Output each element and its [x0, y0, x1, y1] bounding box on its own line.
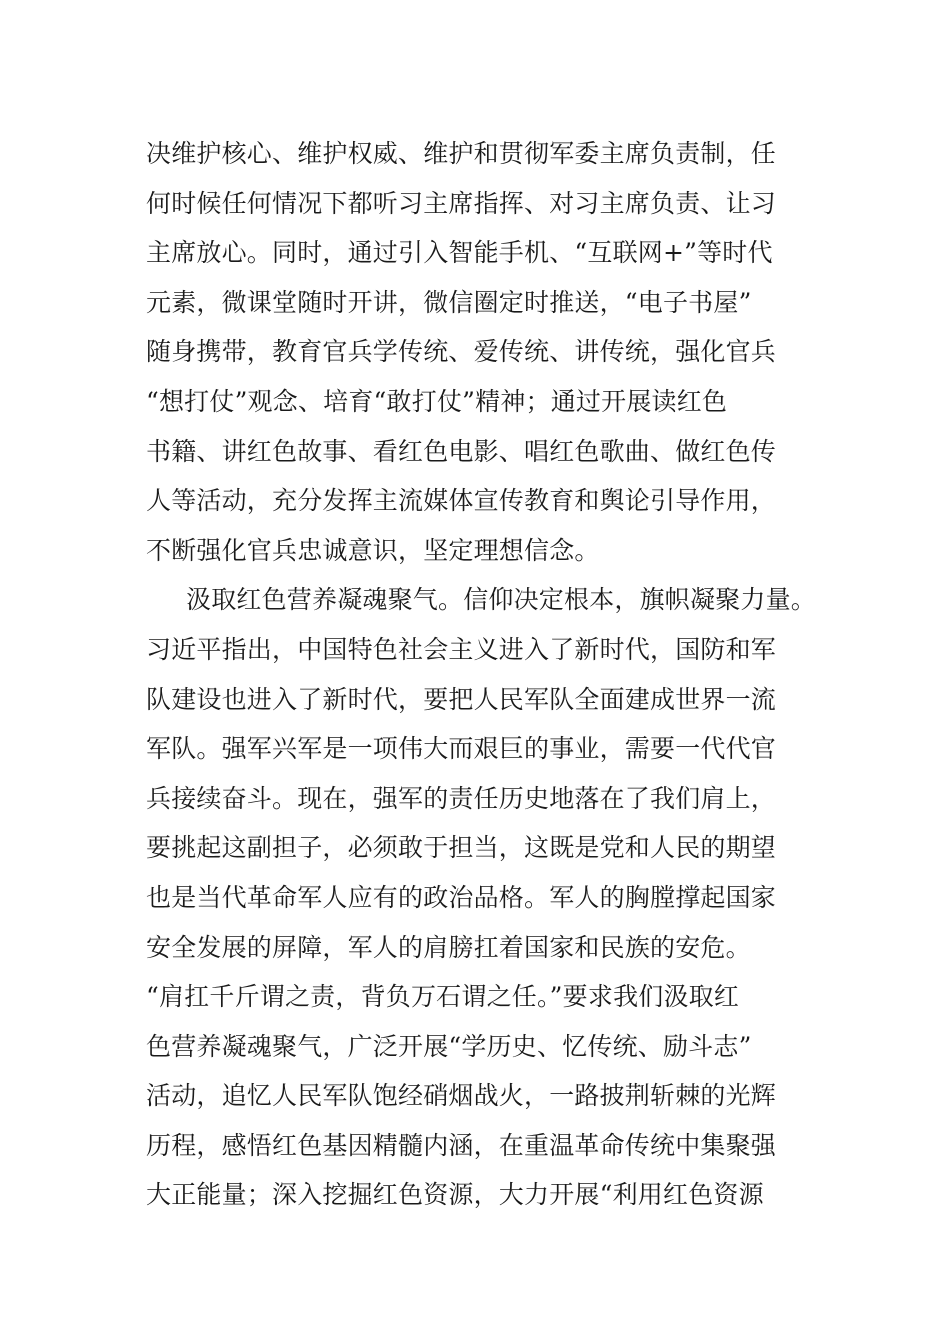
paragraph-line: 要挑起这副担子，必须敢于担当，这既是党和人民的期望: [146, 833, 777, 863]
document-body: [146, 129, 846, 1220]
paragraph-line: 随身携带，教育官兵学传统、爱传统、讲传统，强化官兵: [146, 337, 777, 367]
paragraph-line: 元素，微课堂随时开讲，微信圈定时推送，“电子书屋”: [146, 287, 752, 317]
paragraph-line: 不断强化官兵忠诚意识，坚定理想信念。: [146, 535, 600, 565]
paragraph-line: 决维护核心、维护权威、维护和贯彻军委主席负责制，任: [146, 139, 777, 168]
paragraph-line: 何时候任何情况下都听习主席指挥、对习主席负责、让习: [146, 188, 777, 218]
paragraph-line: 活动，追忆人民军队饱经硝烟战火，一路披荆斩棘的光辉: [146, 1081, 777, 1111]
paragraph-line: 大正能量；深入挖掘红色资源，大力开展“利用红色资源: [146, 1180, 764, 1210]
paragraph-line: 也是当代革命军人应有的政治品格。军人的胸膛撑起国家: [146, 882, 777, 912]
paragraph-line: 人等活动，充分发挥主流媒体宣传教育和舆论引导作用，: [146, 486, 777, 516]
paragraph-line: 汲取红色营养凝魂聚气。信仰决定根本，旗帜凝聚力量。: [186, 585, 817, 615]
paragraph-line: 主席放心。同时，通过引入智能手机、“互联网+”等时代: [146, 238, 773, 268]
paragraph-line: 队建设也进入了新时代，要把人民军队全面建成世界一流: [146, 684, 777, 714]
paragraph-line: 军队。强军兴军是一项伟大而艰巨的事业，需要一代代官: [146, 734, 777, 764]
paragraph-line: 色营养凝魂聚气，广泛开展“学历史、忆传统、励斗志”: [146, 1031, 752, 1061]
paragraph-line: 习近平指出，中国特色社会主义进入了新时代，国防和军: [146, 634, 777, 664]
paragraph-line: “想打仗”观念、培育“敢打仗”精神；通过开展读红色: [146, 386, 728, 416]
paragraph-line: 兵接续奋斗。现在，强军的责任历史地落在了我们肩上，: [146, 783, 777, 813]
paragraph: [146, 575, 846, 1220]
paragraph-line: 历程，感悟红色基因精髓内涵，在重温革命传统中集聚强: [146, 1130, 777, 1160]
paragraph-line: 安全发展的屏障，军人的肩膀扛着国家和民族的安危。: [146, 932, 751, 962]
paragraph-line: 书籍、讲红色故事、看红色电影、唱红色歌曲、做红色传: [146, 436, 777, 466]
paragraph: [146, 129, 846, 575]
paragraph-line: “肩扛千斤谓之责，背负万石谓之任。”要求我们汲取红: [146, 982, 740, 1012]
